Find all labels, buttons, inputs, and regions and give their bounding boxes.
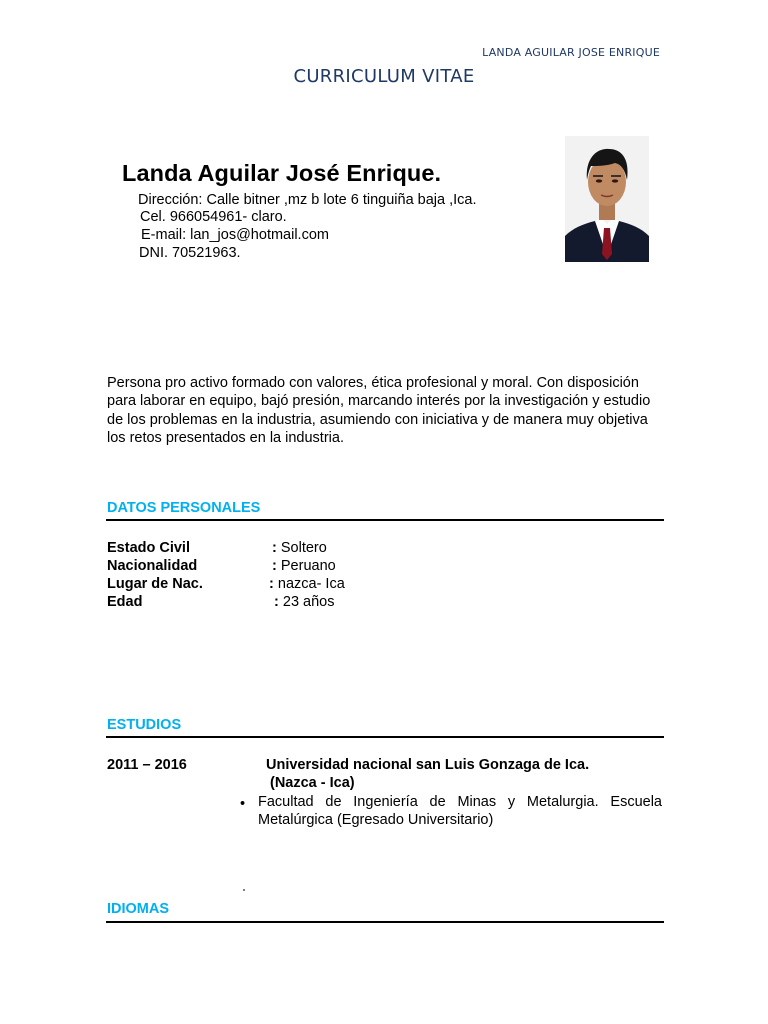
running-header-name: LANDA AGUILAR JOSE ENRIQUE [482,46,660,59]
personal-value-nationality: : Peruano [272,558,336,574]
portrait-photo [565,136,649,262]
section-title-personal: DATOS PERSONALES [107,500,261,516]
section-title-education: ESTUDIOS [107,717,182,733]
education-institution: Universidad nacional san Luis Gonzaga de Ica. [266,757,590,773]
summary-line: de los problemas en la industria, asumiendo con iniciativa y de manera muy objetiva [107,411,648,428]
personal-label-nationality: Nacionalidad [107,558,198,574]
education-city: (Nazca - Ica) [270,775,355,791]
section-title-languages: IDIOMAS [107,901,170,917]
document-title: CURRICULUM VITAE [293,66,475,87]
personal-label-birthplace: Lugar de Nac. [107,576,203,592]
contact-address: Dirección: Calle bitner ,mz b lote 6 tinguiña baja ,Ica. [138,192,477,208]
summary-line: los retos presentados en la industria. [107,429,344,446]
personal-value-age: : 23 años [274,594,335,610]
summary-line: Persona pro activo formado con valores, ética profesional y moral. Con disposición [107,375,639,391]
education-detail: Facultad de Ingeniería de Minas y Metalurgia. Escuela Metalúrgica (Egresado Universitario) [258,794,662,829]
education-years: 2011 – 2016 [107,757,187,773]
personal-value-birthplace: : nazca- Ica [269,576,345,592]
summary-line: para laborar en equipo, bajó presión, marcando interés por la investigación y estudio [107,393,651,410]
section-divider [106,921,664,923]
candidate-name: Landa Aguilar José Enrique. [122,160,442,186]
stray-dot [243,889,245,891]
bullet-icon: • [240,796,246,812]
contact-phone: Cel. 966054961- claro. [140,209,287,225]
contact-dni: DNI. 70521963. [139,245,241,261]
contact-email: E-mail: lan_jos@hotmail.com [141,227,329,243]
section-divider [106,519,664,521]
personal-label-age: Edad [107,594,143,610]
personal-label-civil-status: Estado Civil [107,540,190,556]
section-divider [106,736,664,738]
professional-summary [107,374,663,447]
personal-value-civil-status: : Soltero [272,540,327,556]
